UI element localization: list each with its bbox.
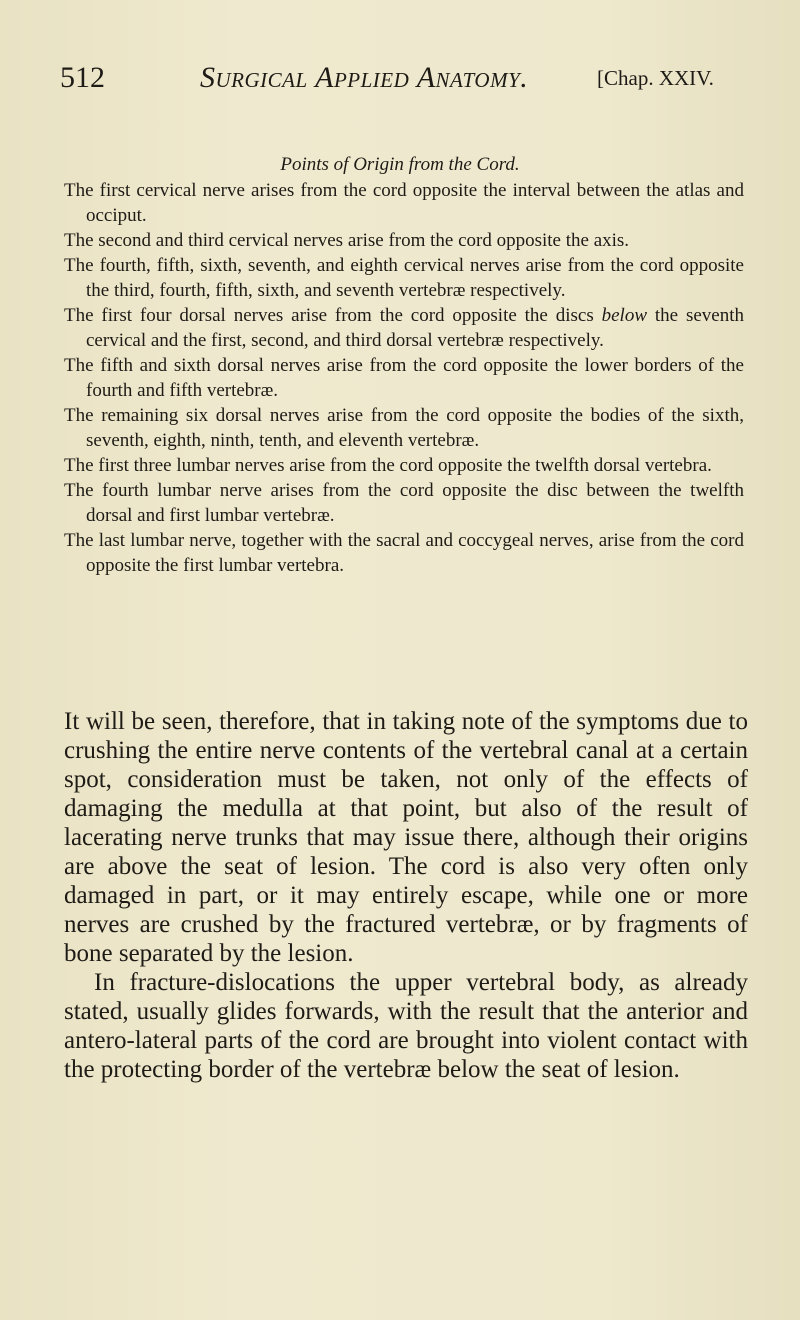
entry-text: the seventh cervical and the first, second, and third dorsal vertebræ respectively. [86, 305, 744, 351]
paragraph: It will be seen, therefore, that in taking note of the symptoms due to crushing the entire nerve contents of the vertebral canal at a certain spot, consideration must be taken, not only of the effects of damaging the medulla at that point, but also of the result of lacerating nerve trunks that may issue there, although their origins are above the seat of lesion. The cord is also very often only damaged in part, or it may entirely escape, while one or more nerves are crushed by the fractured vertebræ, or by fragments of bone separated by the lesion. [64, 708, 748, 967]
list-item: The remaining six dorsal nerves arise from the cord opposite the bodies of the sixth, seventh, eighth, ninth, tenth, and eleventh vertebræ. [64, 405, 744, 451]
chapter-reference: [Chap. XXIV. [597, 66, 714, 90]
body-text [64, 707, 748, 1084]
running-title: Surgical Applied Anatomy. [200, 61, 529, 94]
page-number: 512 [60, 61, 105, 94]
list-item [64, 303, 744, 353]
emphasis-text: below [601, 305, 647, 326]
paragraph: In fracture-dislocations the upper vertebral body, as already stated, usually glides forwards, with the result that the anterior and antero-lateral parts of the cord are brought into violent contact with the protecting border of the vertebræ below the seat of lesion. [64, 969, 748, 1083]
section-heading: Points of Origin from the Cord. [280, 154, 520, 175]
list-item: The first three lumbar nerves arise from the cord opposite the twelfth dorsal vertebra. [64, 455, 712, 476]
nerve-origin-list [64, 178, 744, 578]
list-item: The last lumbar nerve, together with the sacral and coccygeal nerves, arise from the cord opposite the first lumbar vertebra. [64, 530, 744, 576]
list-item: The fourth, fifth, sixth, seventh, and eighth cervical nerves arise from the cord opposite the third, fourth, fifth, sixth, and seventh vertebræ respectively. [64, 255, 744, 301]
running-head [60, 58, 750, 98]
list-item: The fourth lumbar nerve arises from the cord opposite the disc between the twelfth dorsal and first lumbar vertebræ. [64, 480, 744, 526]
list-item: The first cervical nerve arises from the cord opposite the interval between the atlas and occiput. [64, 180, 744, 226]
entry-text: The first four dorsal nerves arise from the cord opposite the discs [64, 305, 602, 326]
list-item: The second and third cervical nerves arise from the cord opposite the axis. [64, 230, 630, 251]
list-item: The fifth and sixth dorsal nerves arise from the cord opposite the lower borders of the fourth and fifth vertebræ. [64, 355, 744, 401]
